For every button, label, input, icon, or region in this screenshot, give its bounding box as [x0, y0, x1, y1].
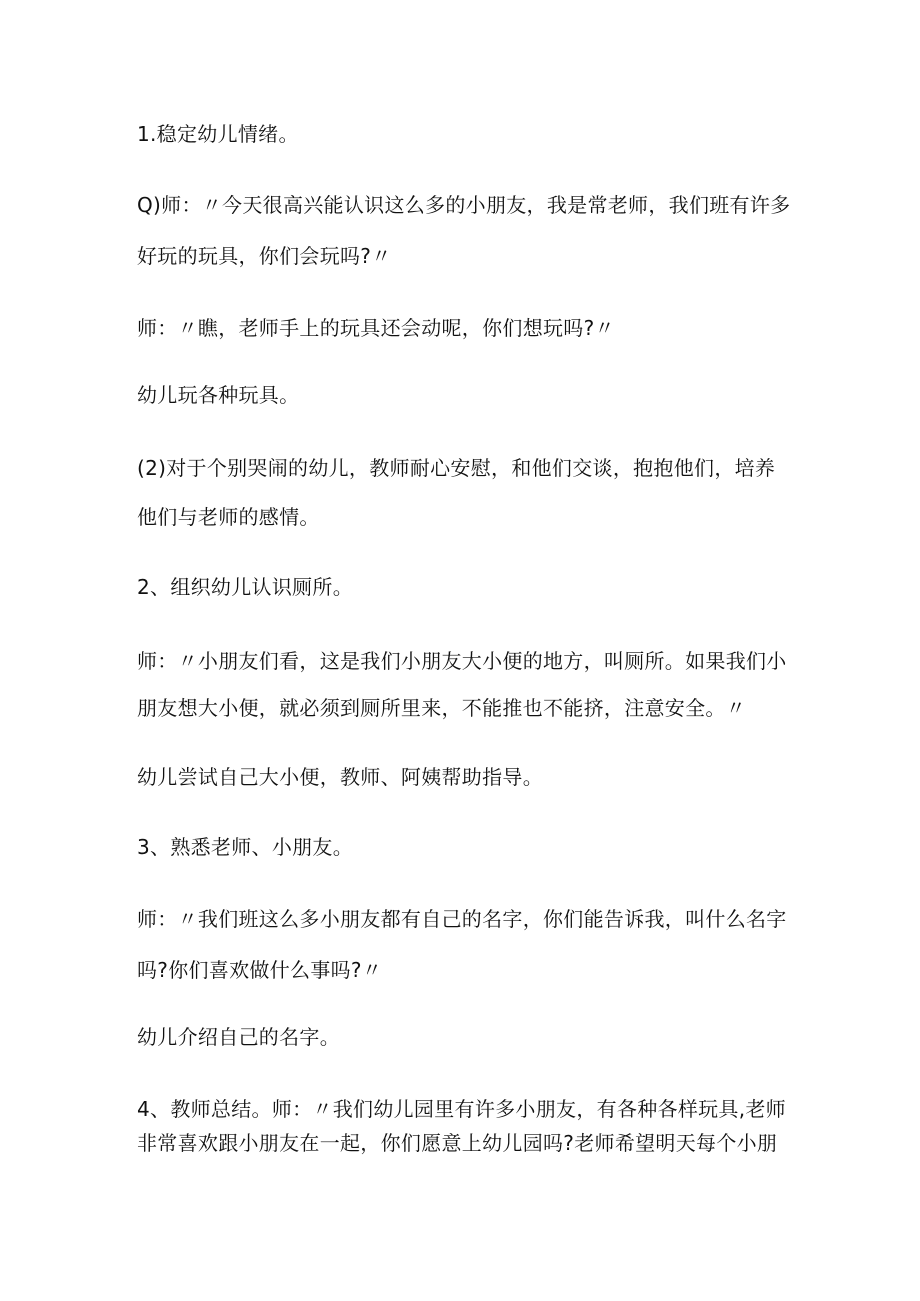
paragraph-line: 幼儿玩各种玩具。	[137, 383, 300, 407]
paragraph-line: 师：〃瞧，老师手上的玩具还会动呢，你们想玩吗?〃	[137, 316, 615, 340]
paragraph-line: 幼儿尝试自己大小便，教师、阿姨帮助指导。	[137, 765, 543, 789]
paragraph-line: 好玩的玩具，你们会玩吗?〃	[137, 244, 392, 268]
heading-step-1: 1.稳定幼儿情绪。	[137, 122, 299, 146]
paragraph-line: (2)对于个别哭闹的幼儿，教师耐心安慰，和他们交谈，抱抱他们，培养	[137, 456, 776, 480]
paragraph-line: Q)师：〃今天很高兴能认识这么多的小朋友，我是常老师，我们班有许多	[137, 193, 791, 217]
heading-step-2: 2、组织幼儿认识厕所。	[137, 575, 354, 599]
paragraph-line: 幼儿介绍自己的名字。	[137, 1025, 340, 1049]
heading-step-4: 4、教师总结。师：〃我们幼儿园里有许多小朋友，有各种各样玩具,老师	[137, 1097, 786, 1121]
paragraph-line: 朋友想大小便，就必须到厕所里来，不能推也不能挤，注意安全。〃	[137, 696, 746, 720]
paragraph-line: 吗?你们喜欢做什么事吗?〃	[137, 958, 383, 982]
heading-step-3: 3、熟悉老师、小朋友。	[137, 835, 354, 859]
paragraph-line: 非常喜欢跟小朋友在一起，你们愿意上幼儿园吗?老师希望明天每个小朋	[137, 1131, 778, 1155]
paragraph-line: 师：〃我们班这么多小朋友都有自己的名字，你们能告诉我，叫什么名字	[137, 907, 787, 931]
paragraph-line: 师：〃小朋友们看，这是我们小朋友大小便的地方，叫厕所。如果我们小	[137, 649, 787, 673]
paragraph-line: 他们与老师的感情。	[137, 505, 320, 529]
